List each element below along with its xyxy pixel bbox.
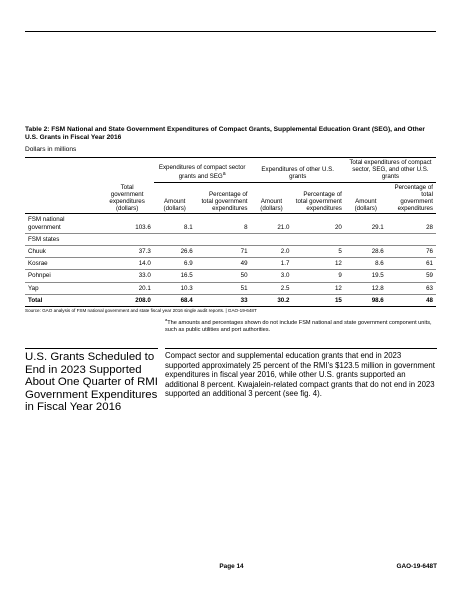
section-body-text: Compact sector and supplemental education grants that end in 2023 supported approximately 25 percent of the RMI’s $123.5 million in government expenditures in fiscal year 2016, while other U.S. grants supported an additional 8 percent. Kwajalein-related compact grants that do not end in 2023 supported an additional 3 percent (see fig. 4). — [165, 351, 435, 399]
col-other-amount: Amount (dollars) — [251, 182, 293, 214]
total-row: Total 208.0 68.4 33 30.2 15 98.6 48 — [25, 294, 436, 306]
table-row: Yap 20.1 10.3 51 2.5 12 12.8 63 — [25, 282, 436, 294]
states-subheader-row — [25, 233, 436, 245]
col-total-gov: Total government expenditures (dollars) — [101, 182, 154, 214]
col-total-amount: Amount (dollars) — [345, 182, 387, 214]
units-label: Dollars in millions — [25, 146, 77, 153]
table-source: Source: GAO analysis of FSM national government and state fiscal year 2016 single audit reports. | GAO-19-648T — [25, 308, 257, 313]
table-row: Chuuk 37.3 26.6 71 2.0 5 28.6 76 — [25, 246, 436, 258]
section-heading-rule — [25, 348, 158, 349]
col-other-pct: Percentage of total government expenditures — [292, 182, 344, 214]
section-heading: U.S. Grants Scheduled to End in 2023 Supported About One Quarter of RMI Government Expenditures in Fiscal Year 2016 — [25, 351, 158, 414]
table-title: Table 2: FSM National and State Government Expenditures of Compact Grants, Supplemental Education Grant (SEG), and Other U.S. Grants in Fiscal Year 2016 — [25, 126, 425, 141]
group-header-row — [25, 158, 436, 183]
report-code: GAO-19-648T — [396, 563, 437, 570]
col-total-pct: Percentage of total government expenditures — [387, 182, 436, 214]
col-compact-pct: Percentage of total government expenditures — [196, 182, 251, 214]
expenditures-table — [25, 157, 436, 307]
table-row: Pohnpei 33.0 16.5 50 3.0 9 19.5 59 — [25, 270, 436, 282]
table-note: $^a$The amounts and percentages shown do not include FSM national and state government component units, such as public utilities and port authorities. — [165, 317, 432, 333]
section-body-rule — [165, 348, 437, 349]
table-row: FSM national government 103.6 8.1 8 21.0 20 29.1 28 — [25, 214, 436, 233]
group-header-total: Total expenditures of compact sector, SEG, and other U.S. grants — [345, 158, 436, 183]
group-header-compact: Expenditures of compact sector grants and SEG$^a$ — [154, 158, 251, 183]
column-header-row — [25, 182, 436, 214]
group-header-other: Expenditures of other U.S. grants — [251, 158, 345, 183]
table-row: Kosrae 14.0 6.9 49 1.7 12 8.6 61 — [25, 258, 436, 270]
col-compact-amount: Amount (dollars) — [154, 182, 196, 214]
top-rule — [25, 31, 436, 32]
page-number: Page 14 — [219, 563, 244, 570]
states-label: FSM states — [25, 233, 101, 245]
